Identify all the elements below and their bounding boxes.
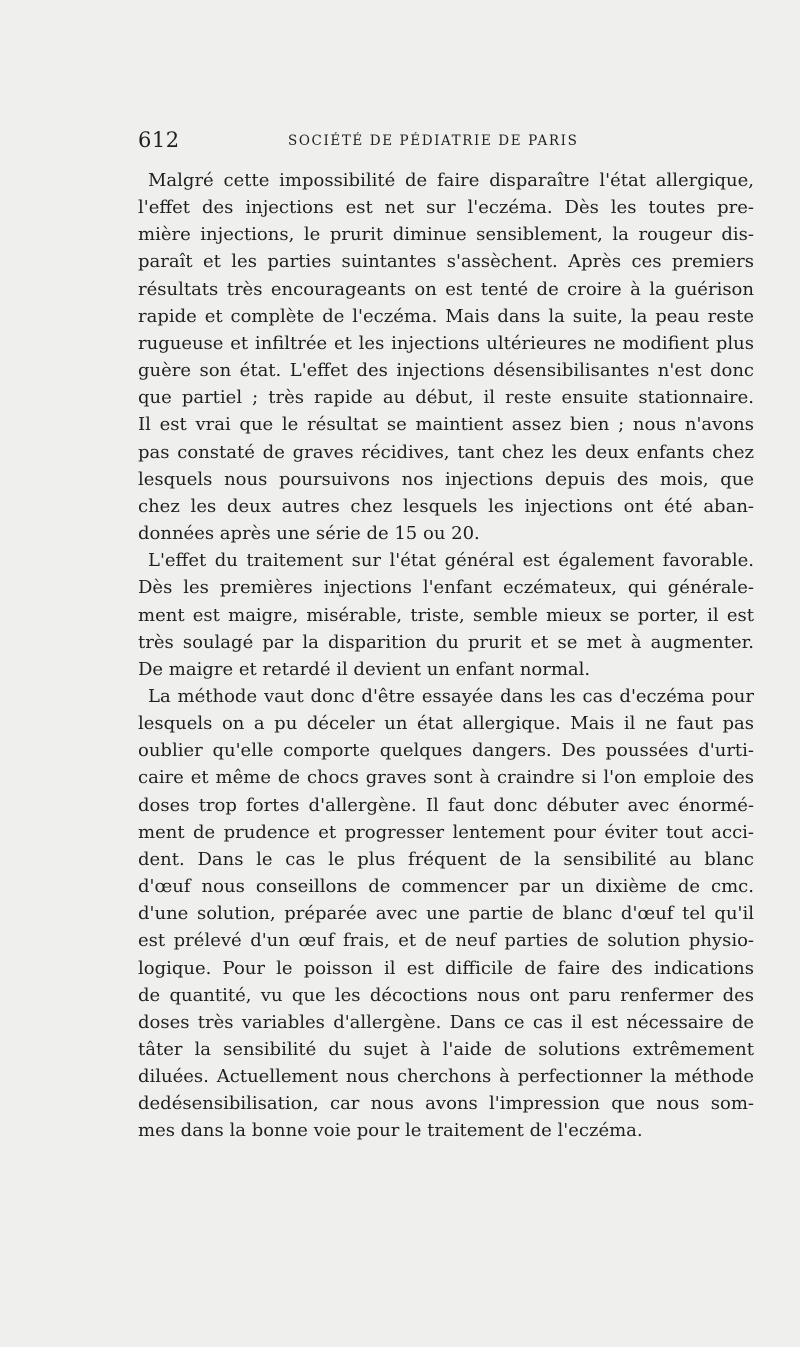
running-title: SOCIÉTÉ DE PÉDIATRIE DE PARIS [288,133,579,149]
paragraph-2 [138,547,754,683]
text-line: oublier qu'elle comporte quelques dangers. Des poussées d'urti- [138,740,754,762]
text-line: guère son état. L'effet des injections désensibilisantes n'est donc [138,360,754,382]
text-line: d'une solution, préparée avec une partie de blanc d'œuf tel qu'il [138,903,754,925]
text-line: Malgré cette impossibilité de faire disparaître l'état allergique, [148,170,754,191]
text-line: que partiel ; très rapide au début, il reste ensuite stationnaire. [138,387,754,409]
body-text [138,167,754,1145]
text-line: données après une série de 15 ou 20. [138,523,480,545]
text-line: est prélevé d'un œuf frais, et de neuf parties de solution physio- [138,930,754,952]
text-line: logique. Pour le poisson il est difficile de faire des indications [138,957,754,979]
text-line: lesquels on a pu déceler un état allergique. Mais il ne faut pas [138,713,754,735]
text-line: chez les deux autres chez lesquels les injections ont été aban- [138,495,754,517]
text-line: caire et même de chocs graves sont à craindre si l'on emploie des [138,767,754,789]
paragraph-3 [138,683,754,1145]
text-line: Dès les premières injections l'enfant eczémateux, qui générale- [138,577,754,599]
text-line: dent. Dans le cas le plus fréquent de la sensibilité au blanc [138,848,754,870]
text-line: diluées. Actuellement nous cherchons à perfectionner la méthode [138,1066,754,1088]
text-line: de quantité, vu que les décoctions nous ont paru renfermer des [138,984,754,1006]
text-line: mes dans la bonne voie pour le traitement de l'eczéma. [138,1120,643,1142]
text-line: mière injections, le prurit diminue sensiblement, la rougeur dis- [138,224,754,246]
text-line: doses très variables d'allergène. Dans ce cas il est nécessaire de [138,1011,754,1033]
text-line: paraît et les parties suintantes s'assèchent. Après ces premiers [138,251,754,273]
text-line: ment est maigre, misérable, triste, semble mieux se porter, il est [138,604,754,626]
text-line: d'œuf nous conseillons de commencer par un dixième de cmc. [138,876,754,898]
text-line: pas constaté de graves récidives, tant chez les deux enfants chez [138,441,754,463]
text-line: résultats très encourageants on est tenté de croire à la guérison [138,278,754,300]
paragraph-1 [138,167,754,547]
text-line: L'effet du traitement sur l'état général est également favorable. [148,550,754,572]
text-line: très soulagé par la disparition du prurit et se met à augmenter. [138,631,754,653]
text-line: lesquels nous poursuivons nos injections depuis des mois, que [138,468,754,490]
text-line: La méthode vaut donc d'être essayée dans les cas d'eczéma pour [148,685,754,707]
text-line: De maigre et retardé il devient un enfant normal. [138,658,591,680]
text-line: dedésensibilisation, car nous avons l'impression que nous som- [138,1093,754,1115]
page-header [138,129,758,151]
text-line: tâter la sensibilité du sujet à l'aide de solutions extrêmement [138,1039,754,1060]
text-line: doses trop fortes d'allergène. Il faut donc débuter avec énormé- [138,794,754,816]
text-line: rugueuse et infiltrée et les injections ultérieures ne modifient plus [138,332,754,354]
text-line: Il est vrai que le résultat se maintient assez bien ; nous n'avons [138,414,754,436]
text-line: rapide et complète de l'eczéma. Mais dans la suite, la peau reste [138,305,754,327]
text-line: ment de prudence et progresser lentement pour éviter tout acci- [138,821,754,843]
text-line: l'effet des injections est net sur l'eczéma. Dès les toutes pre- [138,197,754,219]
page-number: 612 [138,128,180,152]
